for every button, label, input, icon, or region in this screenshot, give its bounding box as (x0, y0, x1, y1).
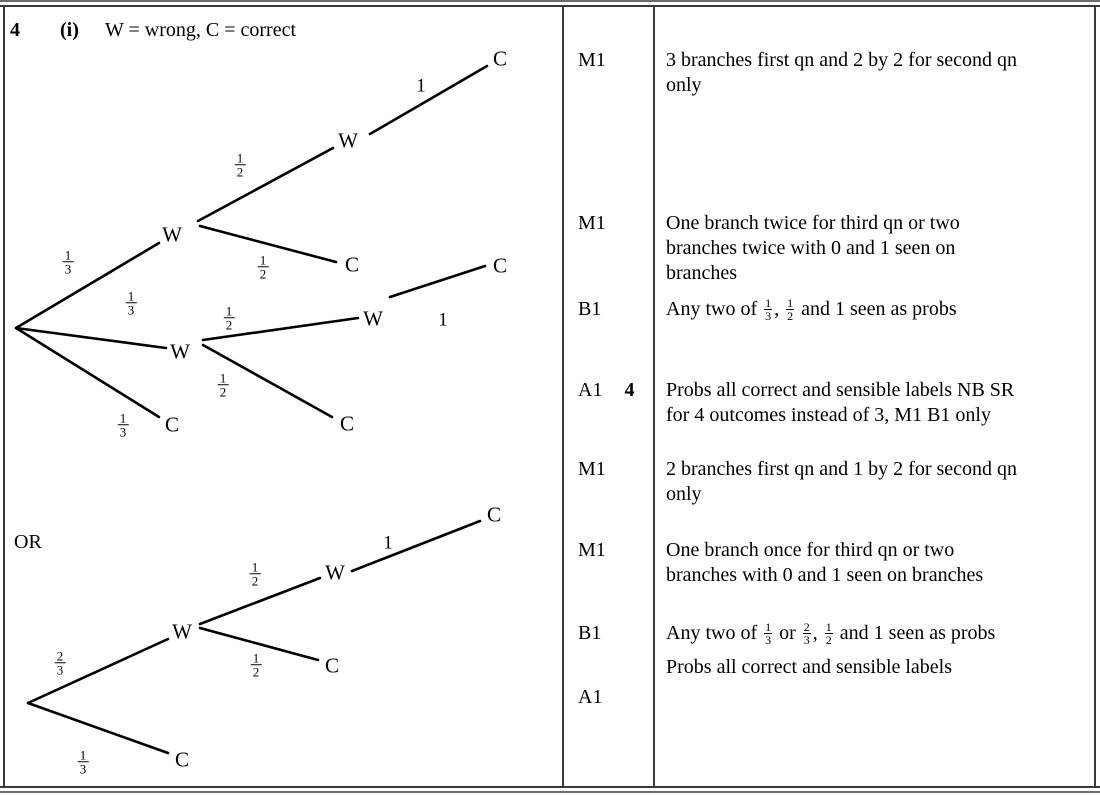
fraction-numerator: 1 (252, 650, 260, 666)
fraction-denominator: 2 (225, 317, 233, 333)
comment-line (666, 621, 1086, 646)
tree-1-label-b-w1-w (235, 151, 246, 179)
mark-code: M1 (578, 212, 606, 234)
comment-line (666, 378, 1086, 403)
mark-row (578, 380, 634, 400)
fraction-denominator: 2 (219, 384, 227, 400)
comment-text: and 1 seen as probs (834, 622, 996, 645)
tree-2-label-b2-w-w (250, 560, 261, 588)
comment-text: 3 branches first qn and 2 by 2 for second qn (666, 49, 1018, 71)
mark-row (578, 459, 606, 479)
fraction-denominator: 2 (787, 309, 794, 324)
inline-fraction (803, 621, 811, 646)
fraction-numerator: 1 (787, 296, 794, 310)
inline-fraction (764, 621, 772, 646)
comment-text: One branch twice for third qn or two (666, 212, 960, 234)
comment-block (666, 457, 1086, 507)
comment-text: Any two of (666, 298, 763, 321)
tree-2-node-n2-w-w-c: C (486, 502, 502, 527)
column-divider-comments (653, 5, 655, 788)
comment-block (666, 211, 1086, 286)
tree-1-label-b-w1-c (258, 253, 269, 281)
fraction-numerator: 1 (225, 303, 233, 319)
tree-1-node-n-w2-c: C (339, 411, 355, 436)
fraction-denominator: 3 (64, 261, 72, 277)
tree-2-node-n2-c: C (174, 747, 190, 772)
fraction-denominator: 2 (259, 266, 267, 282)
mark-code: M1 (578, 539, 606, 561)
question-number: 4 (10, 19, 20, 41)
tree-1-node-n-w2-w-c: C (492, 253, 508, 278)
mark-total: 4 (624, 379, 635, 401)
tree-1-label-b-w1-w-c: 1 (416, 75, 426, 97)
tree-1-label-b-root-w2 (126, 289, 137, 317)
comment-line (666, 403, 1086, 428)
comment-text: branches (666, 262, 738, 284)
comment-text: 2 branches first qn and 1 by 2 for second qn (666, 458, 1018, 480)
tree-1-node-n-w1-w: W (338, 128, 358, 153)
comment-line (666, 538, 1086, 563)
tree-1-label-b-root-c1 (118, 411, 129, 439)
or-label: OR (14, 531, 42, 553)
fraction-denominator: 3 (119, 424, 127, 440)
mark-code: A1 (578, 686, 603, 708)
fraction-numerator: 1 (64, 247, 72, 263)
comment-block (666, 378, 1086, 428)
comment-text: Probs all correct and sensible labels (666, 656, 953, 678)
comment-line (666, 563, 1086, 588)
comment-line (666, 457, 1086, 482)
tree-1-label-b-root-w1 (63, 248, 74, 276)
fraction-numerator: 1 (119, 410, 127, 426)
mark-code: B1 (578, 298, 602, 320)
comment-text: Any two of (666, 622, 763, 645)
fraction-numerator: 1 (259, 252, 267, 268)
tree-1-node-n-w1-c: C (344, 252, 360, 277)
comment-text: or (774, 622, 801, 645)
frame-right-rule (1094, 5, 1096, 788)
comment-line (666, 48, 1086, 73)
comment-block (666, 48, 1086, 98)
inline-fraction (764, 297, 772, 322)
fraction-denominator: 3 (765, 309, 772, 324)
tree-1-node-n-w1-w-c: C (492, 46, 508, 71)
fraction-denominator: 3 (56, 662, 64, 678)
mark-row (578, 50, 606, 70)
tree-1-node-n-c1: C (164, 412, 180, 437)
fraction-numerator: 1 (765, 620, 772, 634)
fraction-numerator: 2 (56, 648, 64, 664)
comment-line (666, 297, 1086, 322)
comment-text: branches twice with 0 and 1 seen on (666, 237, 956, 259)
mark-code: A1 (578, 379, 603, 401)
fraction-numerator: 1 (825, 620, 832, 634)
tree-1-node-n-w1: W (162, 222, 182, 247)
inline-fraction (825, 621, 833, 646)
comment-line (666, 73, 1086, 98)
fraction-numerator: 1 (236, 150, 244, 166)
fraction-numerator: 2 (803, 620, 810, 634)
tree-1-node-n-w2: W (170, 339, 190, 364)
comment-text: One branch once for third qn or two (666, 539, 955, 561)
tree-2-label-b2-root-c (78, 748, 89, 776)
comment-line (666, 211, 1086, 236)
comment-text: Probs all correct and sensible labels NB SR (666, 379, 1015, 401)
comment-text: for 4 outcomes instead of 3, M1 B1 only (666, 404, 991, 426)
comment-line (666, 482, 1086, 507)
comment-line (666, 655, 1086, 680)
mark-row (578, 623, 601, 643)
comment-text: , (774, 298, 785, 321)
mark-code: M1 (578, 49, 606, 71)
mark-row (578, 299, 601, 319)
mark-row (578, 540, 606, 560)
mark-row (578, 213, 606, 233)
notation-key: W = wrong, C = correct (105, 19, 297, 41)
fraction-numerator: 1 (79, 747, 87, 763)
comment-line (666, 261, 1086, 286)
tree-1-label-b-w2-c (218, 371, 229, 399)
tree-2-node-n2-w-w: W (325, 560, 345, 585)
comment-text: and 1 seen as probs (796, 298, 957, 321)
tree-2-label-b2-w-w-c: 1 (383, 532, 393, 554)
fraction-denominator: 3 (127, 302, 135, 318)
comment-block (666, 297, 1086, 322)
tree-1-label-b-w2-w (224, 304, 235, 332)
tree-1-label-b-w2-w-c: 1 (438, 309, 448, 331)
inline-fraction (786, 297, 794, 322)
mark-code: M1 (578, 458, 606, 480)
comment-text: branches with 0 and 1 seen on branches (666, 564, 984, 586)
fraction-numerator: 1 (251, 559, 259, 575)
tree-1-node-n-w2-w: W (363, 306, 383, 331)
fraction-denominator: 2 (252, 664, 260, 680)
fraction-denominator: 2 (251, 573, 259, 589)
fraction-denominator: 3 (765, 633, 772, 648)
mark-code: B1 (578, 622, 602, 644)
fraction-denominator: 2 (236, 164, 244, 180)
tree-2-label-b2-w-c (251, 651, 262, 679)
comment-block (666, 621, 1086, 646)
column-divider-marks (562, 5, 564, 788)
mark-row (578, 687, 602, 707)
fraction-denominator: 3 (79, 761, 87, 777)
fraction-numerator: 1 (127, 288, 135, 304)
tree-2-node-n2-w-c: C (324, 653, 340, 678)
fraction-numerator: 1 (765, 296, 772, 310)
comment-line (666, 236, 1086, 261)
comment-block (666, 538, 1086, 588)
question-part: (i) (60, 19, 79, 41)
tree-2-label-b2-root-w (55, 649, 66, 677)
comment-text: , (812, 622, 823, 645)
tree-2-node-n2-w: W (172, 619, 192, 644)
comment-text: only (666, 483, 702, 505)
comment-block (666, 655, 1086, 680)
fraction-numerator: 1 (219, 370, 227, 386)
comment-text: only (666, 74, 702, 96)
fraction-denominator: 3 (803, 633, 810, 648)
fraction-denominator: 2 (825, 633, 832, 648)
